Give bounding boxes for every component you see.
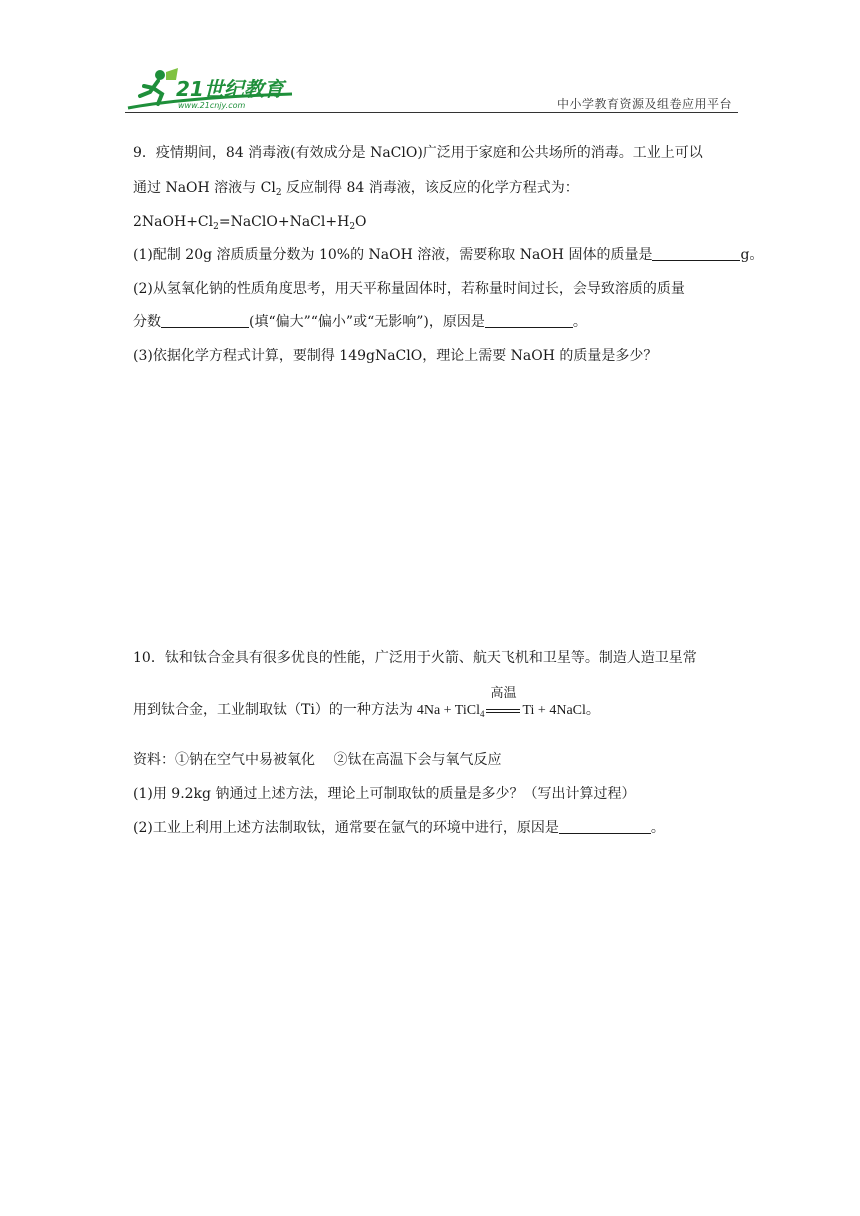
q9-equation: $2NaOH+Cl_2=NaClO+NaCl+H_2O$ bbox=[133, 214, 367, 232]
svg-text:www.21cnjy.com: www.21cnjy.com bbox=[178, 101, 246, 110]
logo-21cnjy bbox=[120, 66, 300, 112]
q10-part2: (2)工业上利用上述方法制取钛，通常要在氩气的环境中进行，原因是 。 bbox=[133, 820, 665, 836]
q9-line2: 通过 NaOH 溶液与 $Cl_2$ 反应制得 84 消毒液，该反应的化学方程式为： bbox=[133, 180, 579, 198]
q9-part2-line1: (2)从氢氧化钠的性质角度思考，用天平称量固体时，若称量时间过长，会导致溶质的质量 bbox=[133, 281, 685, 297]
q10-equation: 4Na + TiCl$_4$ 高温 Ti + 4NaCl bbox=[416, 685, 586, 719]
svg-text:21世纪教育: 21世纪教育 bbox=[176, 77, 284, 101]
answer-blank[interactable] bbox=[652, 246, 740, 261]
answer-blank[interactable] bbox=[161, 313, 249, 328]
q9-line1: 9．疫情期间，84 消毒液(有效成分是 NaClO)广泛用于家庭和公共场所的消毒。工业上可以 bbox=[133, 145, 703, 161]
page-header bbox=[120, 66, 738, 116]
q10-line1: 10．钛和钛合金具有很多优良的性能，广泛用于火箭、航天飞机和卫星等。制造人造卫星常 bbox=[133, 650, 697, 666]
q9-part2-line2: 分数 (填“偏大”“偏小”或“无影响”)，原因是 。 bbox=[133, 314, 587, 330]
q9-part1: (1)配制 20g 溶质质量分数为 10%的 NaOH 溶液，需要称取 NaOH 固体的质量是 g。 bbox=[133, 247, 764, 263]
reaction-arrow: 高温 bbox=[486, 704, 520, 718]
q10-line2: 用到钛合金，工业制取钛（Ti）的一种方法为 4Na + TiCl$_4$ 高温 Ti + 4NaCl。 bbox=[133, 685, 600, 719]
answer-blank[interactable] bbox=[485, 313, 573, 328]
q10-part1: (1)用 9.2kg 钠通过上述方法，理论上可制取钛的质量是多少？（写出计算过程） bbox=[133, 786, 636, 802]
q9-part3: (3)依据化学方程式计算，要制得 149gNaClO，理论上需要 NaOH 的质量是多少？ bbox=[133, 348, 658, 364]
platform-name: 中小学教育资源及组卷应用平台 bbox=[556, 97, 732, 111]
header-rule bbox=[125, 112, 738, 113]
answer-blank[interactable] bbox=[559, 819, 651, 834]
q10-info: 资料：①钠在空气中易被氧化 ②钛在高温下会与氧气反应 bbox=[133, 752, 502, 768]
